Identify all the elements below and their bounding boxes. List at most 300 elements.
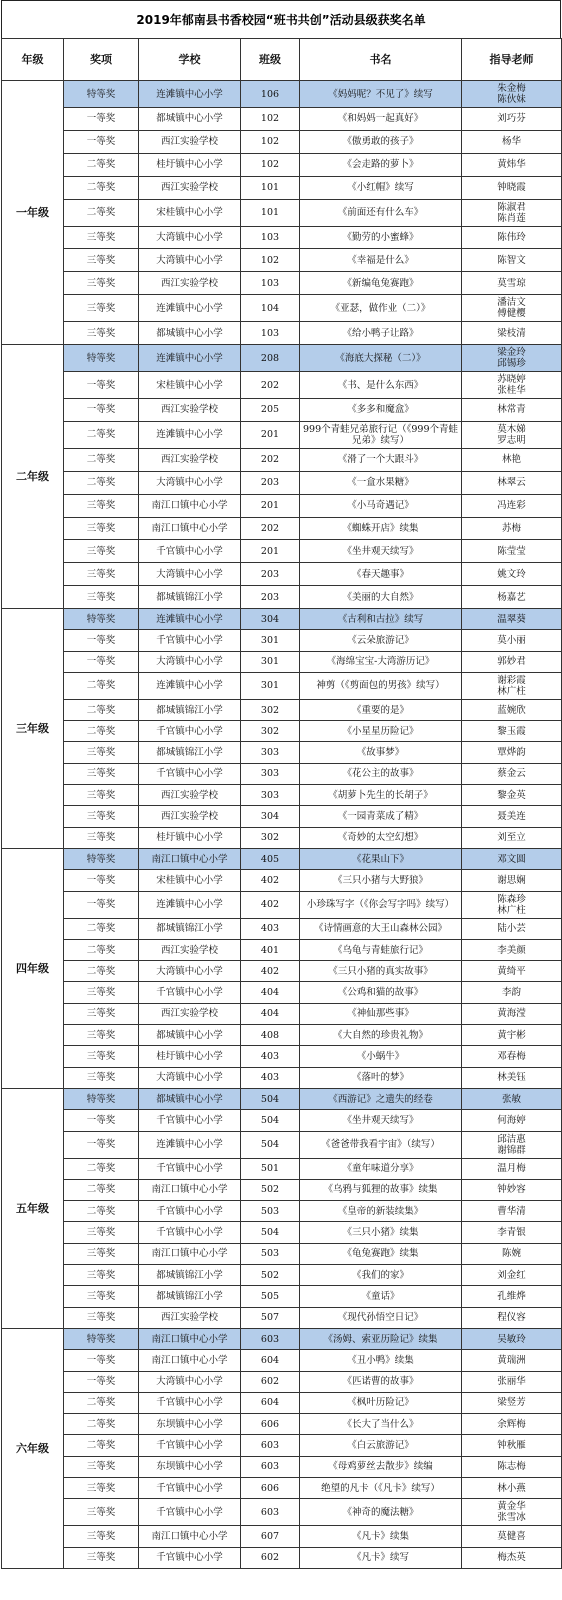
grade-cell: 二年级	[2, 345, 64, 609]
class-cell: 205	[241, 399, 300, 422]
class-cell: 201	[241, 540, 300, 563]
teacher-cell: 温翠葵	[462, 609, 562, 630]
award-cell: 三等奖	[64, 226, 139, 249]
award-cell: 一等奖	[64, 1371, 139, 1392]
teacher-cell: 梁金玲 邱锡珍	[462, 345, 562, 372]
award-cell: 三等奖	[64, 785, 139, 806]
book-title-cell: 神剪（《剪面包的男孩》续写）	[300, 672, 462, 699]
award-cell: 一等奖	[64, 1350, 139, 1371]
award-cell: 三等奖	[64, 1243, 139, 1264]
book-title-cell: 《大自然的珍贵礼物》	[300, 1025, 462, 1046]
teacher-cell: 黄宇彬	[462, 1025, 562, 1046]
teacher-cell: 杨嘉艺	[462, 586, 562, 609]
class-cell: 405	[241, 848, 300, 869]
award-cell: 二等奖	[64, 176, 139, 199]
book-title-cell: 《奇妙的太空幻想》	[300, 827, 462, 848]
award-cell: 二等奖	[64, 1179, 139, 1200]
school-cell: 大湾镇中心小学	[139, 1067, 241, 1088]
school-cell: 西江实验学校	[139, 176, 241, 199]
award-row	[2, 1328, 562, 1349]
teacher-cell: 曹华清	[462, 1201, 562, 1222]
award-row	[2, 1110, 562, 1131]
grade-cell: 五年级	[2, 1088, 64, 1328]
class-cell: 103	[241, 226, 300, 249]
school-cell: 东坝镇中心小学	[139, 1456, 241, 1477]
school-cell: 连滩镇中心小学	[139, 891, 241, 918]
school-cell: 南江口镇中心小学	[139, 1328, 241, 1349]
school-cell: 都城镇中心小学	[139, 1088, 241, 1109]
award-cell: 一等奖	[64, 399, 139, 422]
book-title-cell: 《美丽的大自然》	[300, 586, 462, 609]
award-cell: 一等奖	[64, 891, 139, 918]
award-row	[2, 939, 562, 960]
teacher-cell: 梅杰英	[462, 1547, 562, 1568]
book-title-cell: 《乌龟与青蛙旅行记》	[300, 939, 462, 960]
teacher-cell: 刘巧芬	[462, 108, 562, 131]
school-cell: 东坝镇中心小学	[139, 1414, 241, 1435]
award-row	[2, 1286, 562, 1307]
award-cell: 二等奖	[64, 448, 139, 471]
grade-cell: 四年级	[2, 848, 64, 1088]
book-title-cell: 《诗情画意的大王山森林公园》	[300, 918, 462, 939]
book-title-cell: 《长大了当什么》	[300, 1414, 462, 1435]
award-row	[2, 226, 562, 249]
teacher-cell: 钟秋雁	[462, 1435, 562, 1456]
award-row	[2, 918, 562, 939]
class-cell: 503	[241, 1243, 300, 1264]
teacher-cell: 冯连彩	[462, 494, 562, 517]
class-cell: 606	[241, 1477, 300, 1498]
book-title-cell: 《故事梦》	[300, 742, 462, 763]
award-cell: 三等奖	[64, 272, 139, 295]
grade-cell: 六年级	[2, 1328, 64, 1568]
award-cell: 三等奖	[64, 322, 139, 345]
book-title-cell: 《枫叶历险记》	[300, 1392, 462, 1413]
book-title-cell: 《傲勇敢的孩子》	[300, 130, 462, 153]
book-title-cell: 《公鸡和猫的故事》	[300, 982, 462, 1003]
award-row	[2, 1477, 562, 1498]
class-cell: 102	[241, 153, 300, 176]
award-row	[2, 982, 562, 1003]
book-title-cell: 《爸爸带我看宇宙》（续写）	[300, 1131, 462, 1158]
class-cell: 203	[241, 471, 300, 494]
school-cell: 连滩镇中心小学	[139, 1131, 241, 1158]
class-cell: 603	[241, 1456, 300, 1477]
teacher-cell: 黄瑞洲	[462, 1350, 562, 1371]
award-row	[2, 1067, 562, 1088]
teacher-cell: 陈伟玲	[462, 226, 562, 249]
award-row	[2, 345, 562, 372]
class-cell: 202	[241, 517, 300, 540]
teacher-cell: 李青银	[462, 1222, 562, 1243]
book-title-cell: 《神奇的魔法糖》	[300, 1499, 462, 1526]
book-title-cell: 《坐井观天续写》	[300, 540, 462, 563]
school-cell: 千官镇中心小学	[139, 763, 241, 784]
class-cell: 103	[241, 272, 300, 295]
teacher-cell: 黎金英	[462, 785, 562, 806]
school-cell: 宋桂镇中心小学	[139, 372, 241, 399]
header-book-title: 书名	[300, 39, 462, 81]
award-row	[2, 1435, 562, 1456]
school-cell: 大湾镇中心小学	[139, 226, 241, 249]
teacher-cell: 潘洁文 傅健樱	[462, 295, 562, 322]
award-row	[2, 1243, 562, 1264]
class-cell: 507	[241, 1307, 300, 1328]
teacher-cell: 李美颜	[462, 939, 562, 960]
class-cell: 202	[241, 448, 300, 471]
award-row	[2, 517, 562, 540]
teacher-cell: 李韵	[462, 982, 562, 1003]
school-cell: 都城镇锦江小学	[139, 918, 241, 939]
teacher-cell: 余辉梅	[462, 1414, 562, 1435]
class-cell: 504	[241, 1222, 300, 1243]
award-cell: 二等奖	[64, 939, 139, 960]
school-cell: 千官镇中心小学	[139, 721, 241, 742]
award-row	[2, 1179, 562, 1200]
book-title-cell: 《三只小猪的真实故事》	[300, 961, 462, 982]
school-cell: 宋桂镇中心小学	[139, 199, 241, 226]
teacher-cell: 刘金红	[462, 1265, 562, 1286]
class-cell: 502	[241, 1179, 300, 1200]
school-cell: 西江实验学校	[139, 130, 241, 153]
class-cell: 604	[241, 1350, 300, 1371]
teacher-cell: 林艳	[462, 448, 562, 471]
book-title-cell: 《汤姆、索亚历险记》续集	[300, 1328, 462, 1349]
class-cell: 604	[241, 1392, 300, 1413]
award-cell: 特等奖	[64, 848, 139, 869]
teacher-cell: 莫健喜	[462, 1526, 562, 1547]
award-cell: 三等奖	[64, 1222, 139, 1243]
book-title-cell: 《古利和古拉》续写	[300, 609, 462, 630]
award-cell: 三等奖	[64, 982, 139, 1003]
teacher-cell: 陈智文	[462, 249, 562, 272]
award-cell: 三等奖	[64, 249, 139, 272]
teacher-cell: 黄海滢	[462, 1003, 562, 1024]
school-cell: 南江口镇中心小学	[139, 1350, 241, 1371]
award-row	[2, 742, 562, 763]
teacher-cell: 张丽华	[462, 1371, 562, 1392]
teacher-cell: 程仪容	[462, 1307, 562, 1328]
award-cell: 三等奖	[64, 494, 139, 517]
award-row	[2, 272, 562, 295]
award-row	[2, 471, 562, 494]
teacher-cell: 陈婉	[462, 1243, 562, 1264]
book-title-cell: 《花公主的故事》	[300, 763, 462, 784]
teacher-cell: 钟妙容	[462, 1179, 562, 1200]
award-cell: 二等奖	[64, 1201, 139, 1222]
book-title-cell: 《妈妈呢？不见了》续写	[300, 81, 462, 108]
teacher-cell: 钟晓霞	[462, 176, 562, 199]
teacher-cell: 聂美连	[462, 806, 562, 827]
school-cell: 大湾镇中心小学	[139, 471, 241, 494]
award-cell: 一等奖	[64, 108, 139, 131]
book-title-cell: 《滑了一个大跟斗》	[300, 448, 462, 471]
award-row	[2, 1350, 562, 1371]
teacher-cell: 覃烨韵	[462, 742, 562, 763]
school-cell: 连滩镇中心小学	[139, 345, 241, 372]
school-cell: 千官镇中心小学	[139, 540, 241, 563]
book-title-cell: 《三只小猪与大野狼》	[300, 870, 462, 891]
award-cell: 一等奖	[64, 1110, 139, 1131]
class-cell: 404	[241, 1003, 300, 1024]
book-title-cell: 《重要的是》	[300, 699, 462, 720]
award-cell: 二等奖	[64, 1392, 139, 1413]
book-title-cell: 《亚瑟，做作业（二）》	[300, 295, 462, 322]
school-cell: 千官镇中心小学	[139, 1547, 241, 1568]
school-cell: 西江实验学校	[139, 1307, 241, 1328]
award-cell: 三等奖	[64, 827, 139, 848]
teacher-cell: 陈莹莹	[462, 540, 562, 563]
book-title-cell: 《神仙那些事》	[300, 1003, 462, 1024]
award-row	[2, 1131, 562, 1158]
school-cell: 千官镇中心小学	[139, 982, 241, 1003]
award-row	[2, 153, 562, 176]
school-cell: 都城镇中心小学	[139, 1025, 241, 1046]
class-cell: 301	[241, 651, 300, 672]
class-cell: 603	[241, 1435, 300, 1456]
book-title-cell: 《落叶的梦》	[300, 1067, 462, 1088]
award-row	[2, 763, 562, 784]
header-grade: 年级	[2, 39, 64, 81]
award-cell: 三等奖	[64, 742, 139, 763]
class-cell: 203	[241, 586, 300, 609]
school-cell: 大湾镇中心小学	[139, 563, 241, 586]
book-title-cell: 《童话》	[300, 1286, 462, 1307]
award-cell: 二等奖	[64, 1158, 139, 1179]
teacher-cell: 黄炜华	[462, 153, 562, 176]
award-table-body	[2, 81, 562, 1569]
class-cell: 502	[241, 1265, 300, 1286]
award-cell: 二等奖	[64, 199, 139, 226]
school-cell: 千官镇中心小学	[139, 1392, 241, 1413]
class-cell: 602	[241, 1371, 300, 1392]
class-cell: 303	[241, 763, 300, 784]
award-cell: 一等奖	[64, 870, 139, 891]
class-cell: 103	[241, 322, 300, 345]
class-cell: 106	[241, 81, 300, 108]
teacher-cell: 梁枝清	[462, 322, 562, 345]
award-row	[2, 699, 562, 720]
class-cell: 504	[241, 1131, 300, 1158]
book-title-cell: 绝望的凡卡（《凡卡》续写）	[300, 1477, 462, 1498]
school-cell: 桂圩镇中心小学	[139, 1046, 241, 1067]
award-row	[2, 1222, 562, 1243]
award-cell: 三等奖	[64, 806, 139, 827]
award-cell: 三等奖	[64, 1477, 139, 1498]
book-title-cell: 《现代孙悟空日记》	[300, 1307, 462, 1328]
award-row	[2, 806, 562, 827]
school-cell: 都城镇锦江小学	[139, 699, 241, 720]
teacher-cell: 邱洁惠 谢锦群	[462, 1131, 562, 1158]
award-row	[2, 494, 562, 517]
class-cell: 301	[241, 672, 300, 699]
award-list-document	[1, 0, 561, 1569]
document-title: 2019年郁南县书香校园“班书共创”活动县级获奖名单	[1, 0, 561, 38]
class-cell: 602	[241, 1547, 300, 1568]
award-row	[2, 130, 562, 153]
school-cell: 大湾镇中心小学	[139, 249, 241, 272]
award-row	[2, 827, 562, 848]
award-row	[2, 540, 562, 563]
award-row	[2, 630, 562, 651]
award-cell: 三等奖	[64, 540, 139, 563]
class-cell: 303	[241, 742, 300, 763]
class-cell: 203	[241, 563, 300, 586]
school-cell: 西江实验学校	[139, 272, 241, 295]
class-cell: 104	[241, 295, 300, 322]
book-title-cell: 《胡萝卜先生的长胡子》	[300, 785, 462, 806]
teacher-cell: 邓文圆	[462, 848, 562, 869]
class-cell: 303	[241, 785, 300, 806]
book-title-cell: 《我们的家》	[300, 1265, 462, 1286]
school-cell: 大湾镇中心小学	[139, 961, 241, 982]
header-teacher: 指导老师	[462, 39, 562, 81]
award-cell: 二等奖	[64, 153, 139, 176]
school-cell: 南江口镇中心小学	[139, 1526, 241, 1547]
award-cell: 三等奖	[64, 1307, 139, 1328]
class-cell: 302	[241, 721, 300, 742]
award-row	[2, 295, 562, 322]
award-row	[2, 372, 562, 399]
award-cell: 三等奖	[64, 763, 139, 784]
book-title-cell: 《花果山下》	[300, 848, 462, 869]
teacher-cell: 莫雪琼	[462, 272, 562, 295]
book-title-cell: 《新编龟兔赛跑》	[300, 272, 462, 295]
teacher-cell: 何海婷	[462, 1110, 562, 1131]
class-cell: 402	[241, 961, 300, 982]
teacher-cell: 陈志梅	[462, 1456, 562, 1477]
school-cell: 大湾镇中心小学	[139, 651, 241, 672]
award-row	[2, 785, 562, 806]
book-title-cell: 《小星星历险记》	[300, 721, 462, 742]
award-row	[2, 1414, 562, 1435]
award-row	[2, 651, 562, 672]
class-cell: 208	[241, 345, 300, 372]
book-title-cell: 《凡卡》续集	[300, 1526, 462, 1547]
teacher-cell: 林常青	[462, 399, 562, 422]
award-cell: 三等奖	[64, 1003, 139, 1024]
award-row	[2, 322, 562, 345]
book-title-cell: 《童年味道分享》	[300, 1158, 462, 1179]
teacher-cell: 黄金华 张雪冰	[462, 1499, 562, 1526]
school-cell: 连滩镇中心小学	[139, 295, 241, 322]
school-cell: 都城镇锦江小学	[139, 1265, 241, 1286]
award-row	[2, 891, 562, 918]
teacher-cell: 林翠云	[462, 471, 562, 494]
teacher-cell: 陆小芸	[462, 918, 562, 939]
teacher-cell: 姚文玲	[462, 563, 562, 586]
school-cell: 都城镇锦江小学	[139, 586, 241, 609]
award-row	[2, 249, 562, 272]
class-cell: 202	[241, 372, 300, 399]
award-cell: 三等奖	[64, 1526, 139, 1547]
book-title-cell: 《书、是什么东西》	[300, 372, 462, 399]
class-cell: 501	[241, 1158, 300, 1179]
class-cell: 403	[241, 1046, 300, 1067]
school-cell: 千官镇中心小学	[139, 1477, 241, 1498]
school-cell: 都城镇锦江小学	[139, 1286, 241, 1307]
teacher-cell: 蓝婉欣	[462, 699, 562, 720]
award-row	[2, 176, 562, 199]
school-cell: 桂圩镇中心小学	[139, 827, 241, 848]
grade-cell: 一年级	[2, 81, 64, 345]
class-cell: 503	[241, 1201, 300, 1222]
award-row	[2, 1307, 562, 1328]
book-title-cell: 《给小鸭子让路》	[300, 322, 462, 345]
school-cell: 西江实验学校	[139, 806, 241, 827]
book-title-cell: 小珍珠写字（《你会写字吗》续写）	[300, 891, 462, 918]
school-cell: 千官镇中心小学	[139, 1201, 241, 1222]
award-cell: 特等奖	[64, 345, 139, 372]
award-cell: 三等奖	[64, 1025, 139, 1046]
school-cell: 都城镇中心小学	[139, 322, 241, 345]
school-cell: 西江实验学校	[139, 1003, 241, 1024]
award-cell: 三等奖	[64, 1456, 139, 1477]
award-cell: 一等奖	[64, 130, 139, 153]
teacher-cell: 黄绮平	[462, 961, 562, 982]
teacher-cell: 陈森珍 林广柱	[462, 891, 562, 918]
school-cell: 连滩镇中心小学	[139, 81, 241, 108]
class-cell: 201	[241, 494, 300, 517]
teacher-cell: 林小燕	[462, 1477, 562, 1498]
book-title-cell: 《三只小猪》续集	[300, 1222, 462, 1243]
class-cell: 304	[241, 609, 300, 630]
award-cell: 二等奖	[64, 1414, 139, 1435]
school-cell: 千官镇中心小学	[139, 1435, 241, 1456]
award-cell: 三等奖	[64, 586, 139, 609]
teacher-cell: 郭妙君	[462, 651, 562, 672]
award-cell: 一等奖	[64, 651, 139, 672]
award-row	[2, 1526, 562, 1547]
class-cell: 301	[241, 630, 300, 651]
book-title-cell: 《母鸡萝丝去散步》续编	[300, 1456, 462, 1477]
book-title-cell: 《云朵旅游记》	[300, 630, 462, 651]
class-cell: 402	[241, 870, 300, 891]
award-cell: 特等奖	[64, 81, 139, 108]
award-cell: 二等奖	[64, 1435, 139, 1456]
award-cell: 三等奖	[64, 1046, 139, 1067]
award-row	[2, 399, 562, 422]
award-row	[2, 1003, 562, 1024]
teacher-cell: 刘至立	[462, 827, 562, 848]
teacher-cell: 邓春梅	[462, 1046, 562, 1067]
teacher-cell: 黎玉霞	[462, 721, 562, 742]
teacher-cell: 林美钰	[462, 1067, 562, 1088]
award-row	[2, 421, 562, 448]
class-cell: 607	[241, 1526, 300, 1547]
award-row	[2, 1371, 562, 1392]
school-cell: 西江实验学校	[139, 399, 241, 422]
class-cell: 404	[241, 982, 300, 1003]
book-title-cell: 《皇帝的新装续集》	[300, 1201, 462, 1222]
teacher-cell: 莫小丽	[462, 630, 562, 651]
school-cell: 都城镇锦江小学	[139, 742, 241, 763]
award-row	[2, 563, 562, 586]
class-cell: 302	[241, 827, 300, 848]
class-cell: 101	[241, 176, 300, 199]
class-cell: 102	[241, 130, 300, 153]
class-cell: 603	[241, 1499, 300, 1526]
teacher-cell: 张敏	[462, 1088, 562, 1109]
award-row	[2, 961, 562, 982]
award-row	[2, 448, 562, 471]
teacher-cell: 谢彩霞 林广柱	[462, 672, 562, 699]
award-cell: 二等奖	[64, 699, 139, 720]
award-row	[2, 108, 562, 131]
teacher-cell: 谢思娴	[462, 870, 562, 891]
award-cell: 一等奖	[64, 630, 139, 651]
teacher-cell: 梁竖芳	[462, 1392, 562, 1413]
